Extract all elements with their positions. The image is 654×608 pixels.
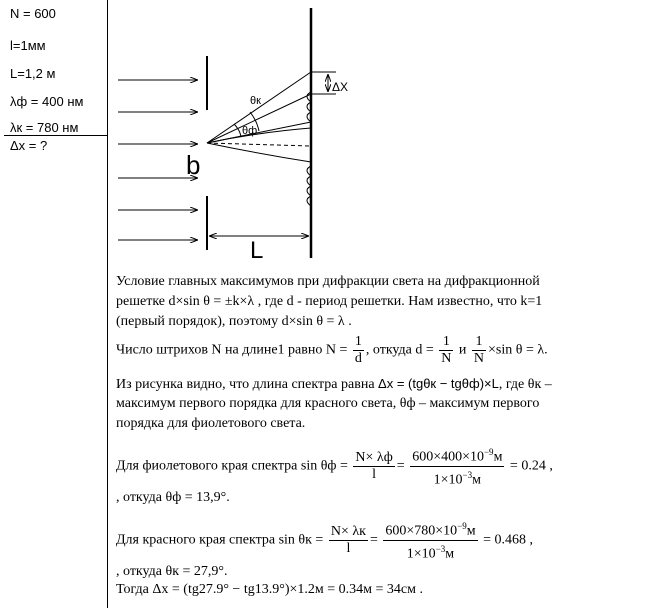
p4-formula: Для фиолетового края спектра sin θф = $\frac{N\times \lambda ф}{l}$ = $\frac{600\times 400\times 10^{-9}м}{1\times 10^{-3}м}$ = 0.24 , — [116, 444, 553, 488]
p2-line: Число штрихов N на длине1 равно N = $\frac{1}{d}$ , откуда d = $\frac{1}{N}$ и $\frac{1}{N}$ ×sin θ = λ. — [116, 334, 548, 366]
given-N: N = 600 — [10, 6, 56, 21]
diffraction-figure — [110, 0, 370, 268]
label-theta-f: θф — [242, 125, 258, 137]
p5-result: , откуда θк = 27,9°. — [116, 564, 228, 579]
given-divider — [4, 135, 107, 136]
label-L: L — [250, 237, 264, 264]
final-answer: Тогда Δx = (tg27.9° − tg13.9°)×1.2м = 0.34м = 34см . — [116, 582, 423, 597]
p3-line1: Из рисунка видно, что длина спектра равна Δx = (tgθк − tgθф)×L, где θк – — [116, 376, 552, 392]
p1-line3: (первый порядок), поэтому d×sin θ = λ . — [116, 314, 352, 329]
label-dx: ΔX — [332, 80, 349, 94]
p5-formula: Для красного края спектра sin θк = $\frac{N\times \lambda к}{l}$ = $\frac{600\times 780\times 10^{-9}м}{1\times 10^{-3}м}$ = 0.468 , — [116, 518, 533, 562]
p4-result: , откуда θф = 13,9°. — [116, 490, 230, 505]
p3-line3: порядка для фиолетового света. — [116, 416, 306, 431]
p1-line2: решетке d×sin θ = ±k×λ , где d - период решетки. Нам известно, что k=1 — [116, 294, 543, 309]
given-L: L=1,2 м — [10, 66, 56, 81]
given-lambda-f: λф = 400 нм — [10, 94, 84, 109]
column-divider — [107, 0, 108, 608]
p3-line2: максимум первого порядка для красного света, θф – максимум первого — [116, 396, 540, 411]
p1-line1: Условие главных максимумов при дифракции света на дифракционной — [116, 274, 540, 289]
given-lambda-k: λк = 780 нм — [10, 120, 79, 135]
label-theta-k: θк — [250, 95, 261, 107]
find-dx: Δx = ? — [10, 138, 48, 153]
given-l: l=1мм — [10, 38, 46, 53]
label-b: b — [186, 150, 201, 180]
